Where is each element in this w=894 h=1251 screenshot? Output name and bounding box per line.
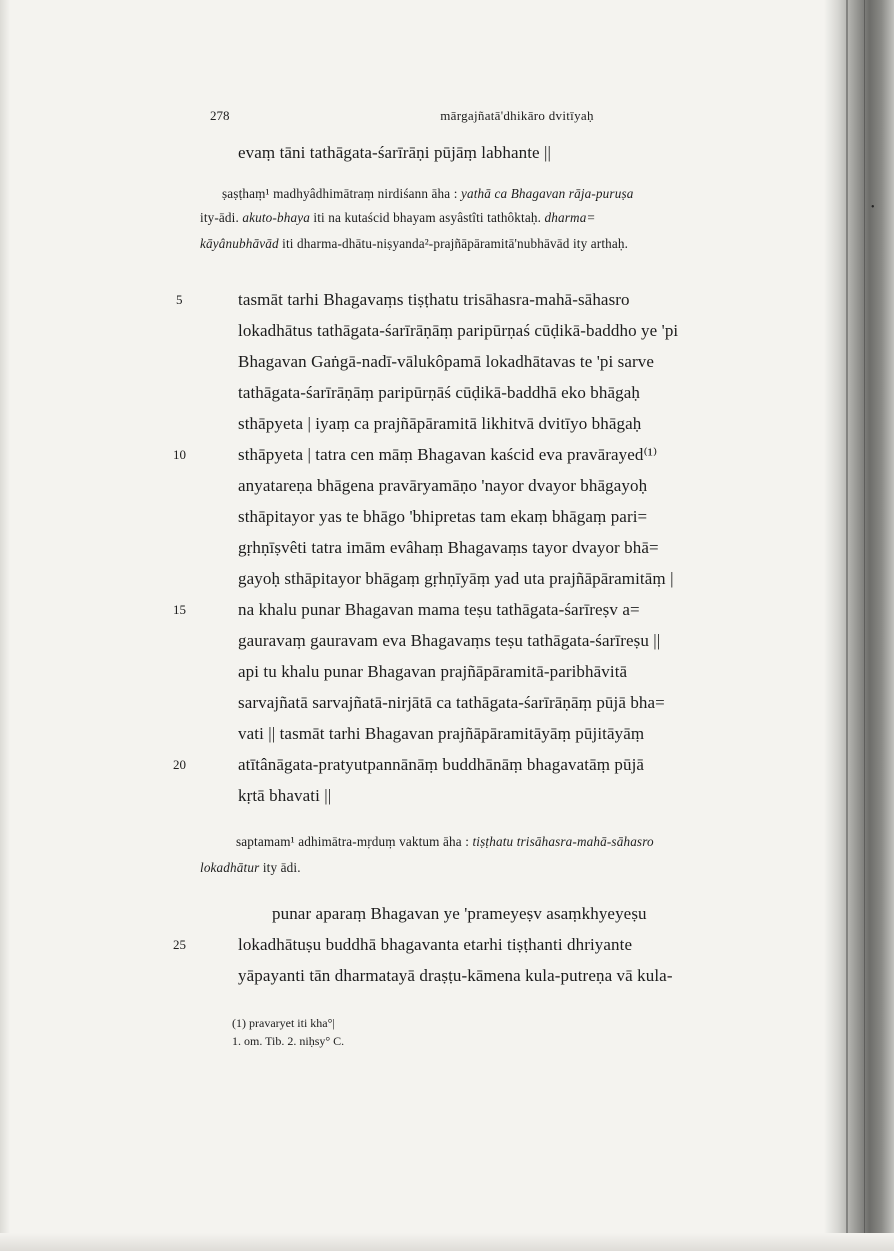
footnote: (1) pravaryet iti kha°| [232,1016,335,1030]
commentary-quote: yathā ca Bhagavan rāja-puruṣa [461,186,634,201]
verse-line: sthāpitayor yas te bhāgo 'bhipretas tam ekaṃ bhāgaṃ pari= [238,507,648,526]
verse-line: yāpayanti tān dharmatayā draṣṭu-kāmena kula-putreṇa vā kula- [238,966,673,985]
commentary-text: iti dharma-dhātu-niṣyanda²-prajñāpāramitā'nubhāvād ity arthaḥ. [278,236,629,251]
verse-line: tasmāt tarhi Bhagavaṃs tiṣṭhatu trisāhasra-mahā-sāhasro [238,290,630,309]
line-number: 20 [173,757,186,772]
verse-line: na khalu punar Bhagavan mama teṣu tathāgata-śarīreṣv a= [238,600,640,619]
book-page-edge [824,0,894,1251]
verse-line: lokadhātus tathāgata-śarīrāṇāṃ paripūrṇaś cūḍikā-baddho ye 'pi [238,321,679,340]
scan-bottom-shadow [0,1233,894,1251]
verse-line: lokadhātuṣu buddhā bhagavanta etarhi tiṣṭhanti dhriyante [238,935,633,954]
commentary-text: ity ādi. [259,860,301,875]
commentary-text: ity-ādi. [200,210,243,225]
verse-line: vati || tasmāt tarhi Bhagavan prajñāpāramitāyāṃ pūjitāyāṃ [238,724,645,743]
commentary-quote: kāyânubhāvād [200,236,279,251]
commentary-line [236,834,654,850]
verse-line: kṛtā bhavati || [238,786,332,805]
verse-line: Bhagavan Gaṅgā-nadī-vālukôpamā lokadhātavas te 'pi sarve [238,352,655,371]
scan-left-shadow [0,0,10,1251]
commentary-quote: tiṣṭhatu trisāhasra-mahā-sāhasro [472,834,654,849]
verse-line: punar aparaṃ Bhagavan ye 'prameyeṣv asaṃkhyeyeṣu [272,904,647,923]
verse-line-open: evaṃ tāni tathāgata-śarīrāṇi pūjāṃ labhante || [238,143,552,162]
commentary-quote: lokadhātur [200,860,260,875]
verse-line: api tu khalu punar Bhagavan prajñāpāramitā-paribhāvitā [238,662,628,681]
verse-line: sthāpyeta | iyaṃ ca prajñāpāramitā likhitvā dvitīyo bhāgaḥ [238,414,642,433]
line-number: 15 [173,602,186,617]
verse-line: gayoḥ sthāpitayor bhāgaṃ gṛhṇīyāṃ yad uta prajñāpāramitāṃ | [238,569,674,588]
commentary-text: iti na kutaścid bhayam asyâstîti tathôktaḥ. [309,210,545,225]
commentary-line [222,186,633,202]
commentary-line [200,860,301,876]
footnote: 1. om. Tib. 2. niḥsy° C. [232,1034,345,1048]
verse-line: gauravaṃ gauravam eva Bhagavaṃs teṣu tathāgata-śarīreṣu || [238,631,661,650]
margin-dot: • [871,202,875,213]
line-number: 10 [173,447,186,462]
verse-line: tathāgata-śarīrāṇāṃ paripūrṇāś cūḍikā-baddhā eko bhāgaḥ [238,383,640,402]
commentary-quote: dharma= [544,210,596,225]
line-number: 5 [176,292,183,307]
verse-line: sarvajñatā sarvajñatā-nirjātā ca tathāgata-śarīrāṇāṃ pūjā bha= [238,693,665,712]
verse-line: atītânāgata-pratyutpannānāṃ buddhānāṃ bhagavatāṃ pūjā [238,755,645,774]
running-head [210,108,830,126]
commentary-text: ṣaṣṭhaṃ¹ madhyâdhimātraṃ nirdiśann āha : [222,186,461,201]
line-number: 25 [173,937,186,952]
verse-line: sthāpyeta | tatra cen māṃ Bhagavan kaścid eva pravārayed⁽¹⁾ [238,445,658,464]
commentary-quote: akuto-bhaya [242,210,310,225]
verse-line: anyatareṇa bhāgena pravāryamāṇo 'nayor dvayor bhāgayoḥ [238,476,648,495]
commentary-text: saptamam¹ adhimātra-mṛduṃ vaktum āha : [236,834,473,849]
page-number: 278 [210,108,230,123]
running-title: mārgajñatā'dhikāro dvitīyaḥ [440,108,594,123]
commentary-line [200,236,628,252]
commentary-line [200,210,596,226]
verse-line: gṛhṇīṣvêti tatra imām evâhaṃ Bhagavaṃs tayor dvayor bhā= [238,538,659,557]
